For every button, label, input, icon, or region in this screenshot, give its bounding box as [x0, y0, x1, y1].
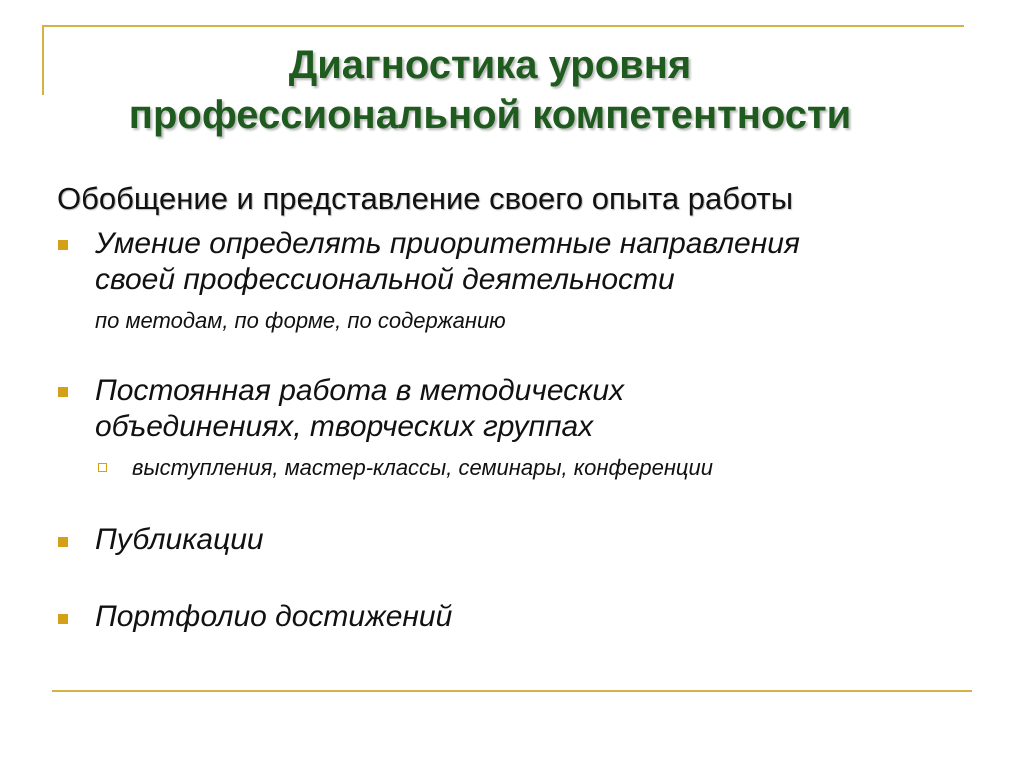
top-decorative-line — [42, 25, 964, 27]
list-item-1-note: по методам, по форме, по содержанию — [95, 308, 506, 333]
hollow-square-bullet-icon — [98, 463, 107, 472]
square-bullet-icon — [58, 387, 68, 397]
list-item-2-line-1: Постоянная работа в методических — [95, 374, 625, 407]
square-bullet-icon — [58, 614, 68, 624]
list-item-3: Публикации — [95, 523, 264, 556]
slide-subtitle: Обобщение и представление своего опыта работы — [57, 181, 793, 216]
list-item-2-subitem: выступления, мастер-классы, семинары, конференции — [132, 455, 713, 480]
list-item-2 — [95, 373, 624, 445]
list-item-2-line-2: объединениях, творческих группах — [95, 410, 594, 443]
title-line-1: Диагностика уровня — [288, 43, 692, 87]
list-item-1 — [95, 226, 800, 298]
list-item-4: Портфолио достижений — [95, 600, 453, 633]
square-bullet-icon — [58, 537, 68, 547]
list-item-1-line-2: своей профессиональной деятельности — [95, 263, 675, 296]
square-bullet-icon — [58, 240, 68, 250]
slide-title — [0, 40, 980, 140]
list-item-1-line-1: Умение определять приоритетные направления — [95, 227, 800, 260]
bottom-decorative-line — [52, 690, 972, 692]
title-line-2: профессиональной компетентности — [128, 93, 852, 137]
